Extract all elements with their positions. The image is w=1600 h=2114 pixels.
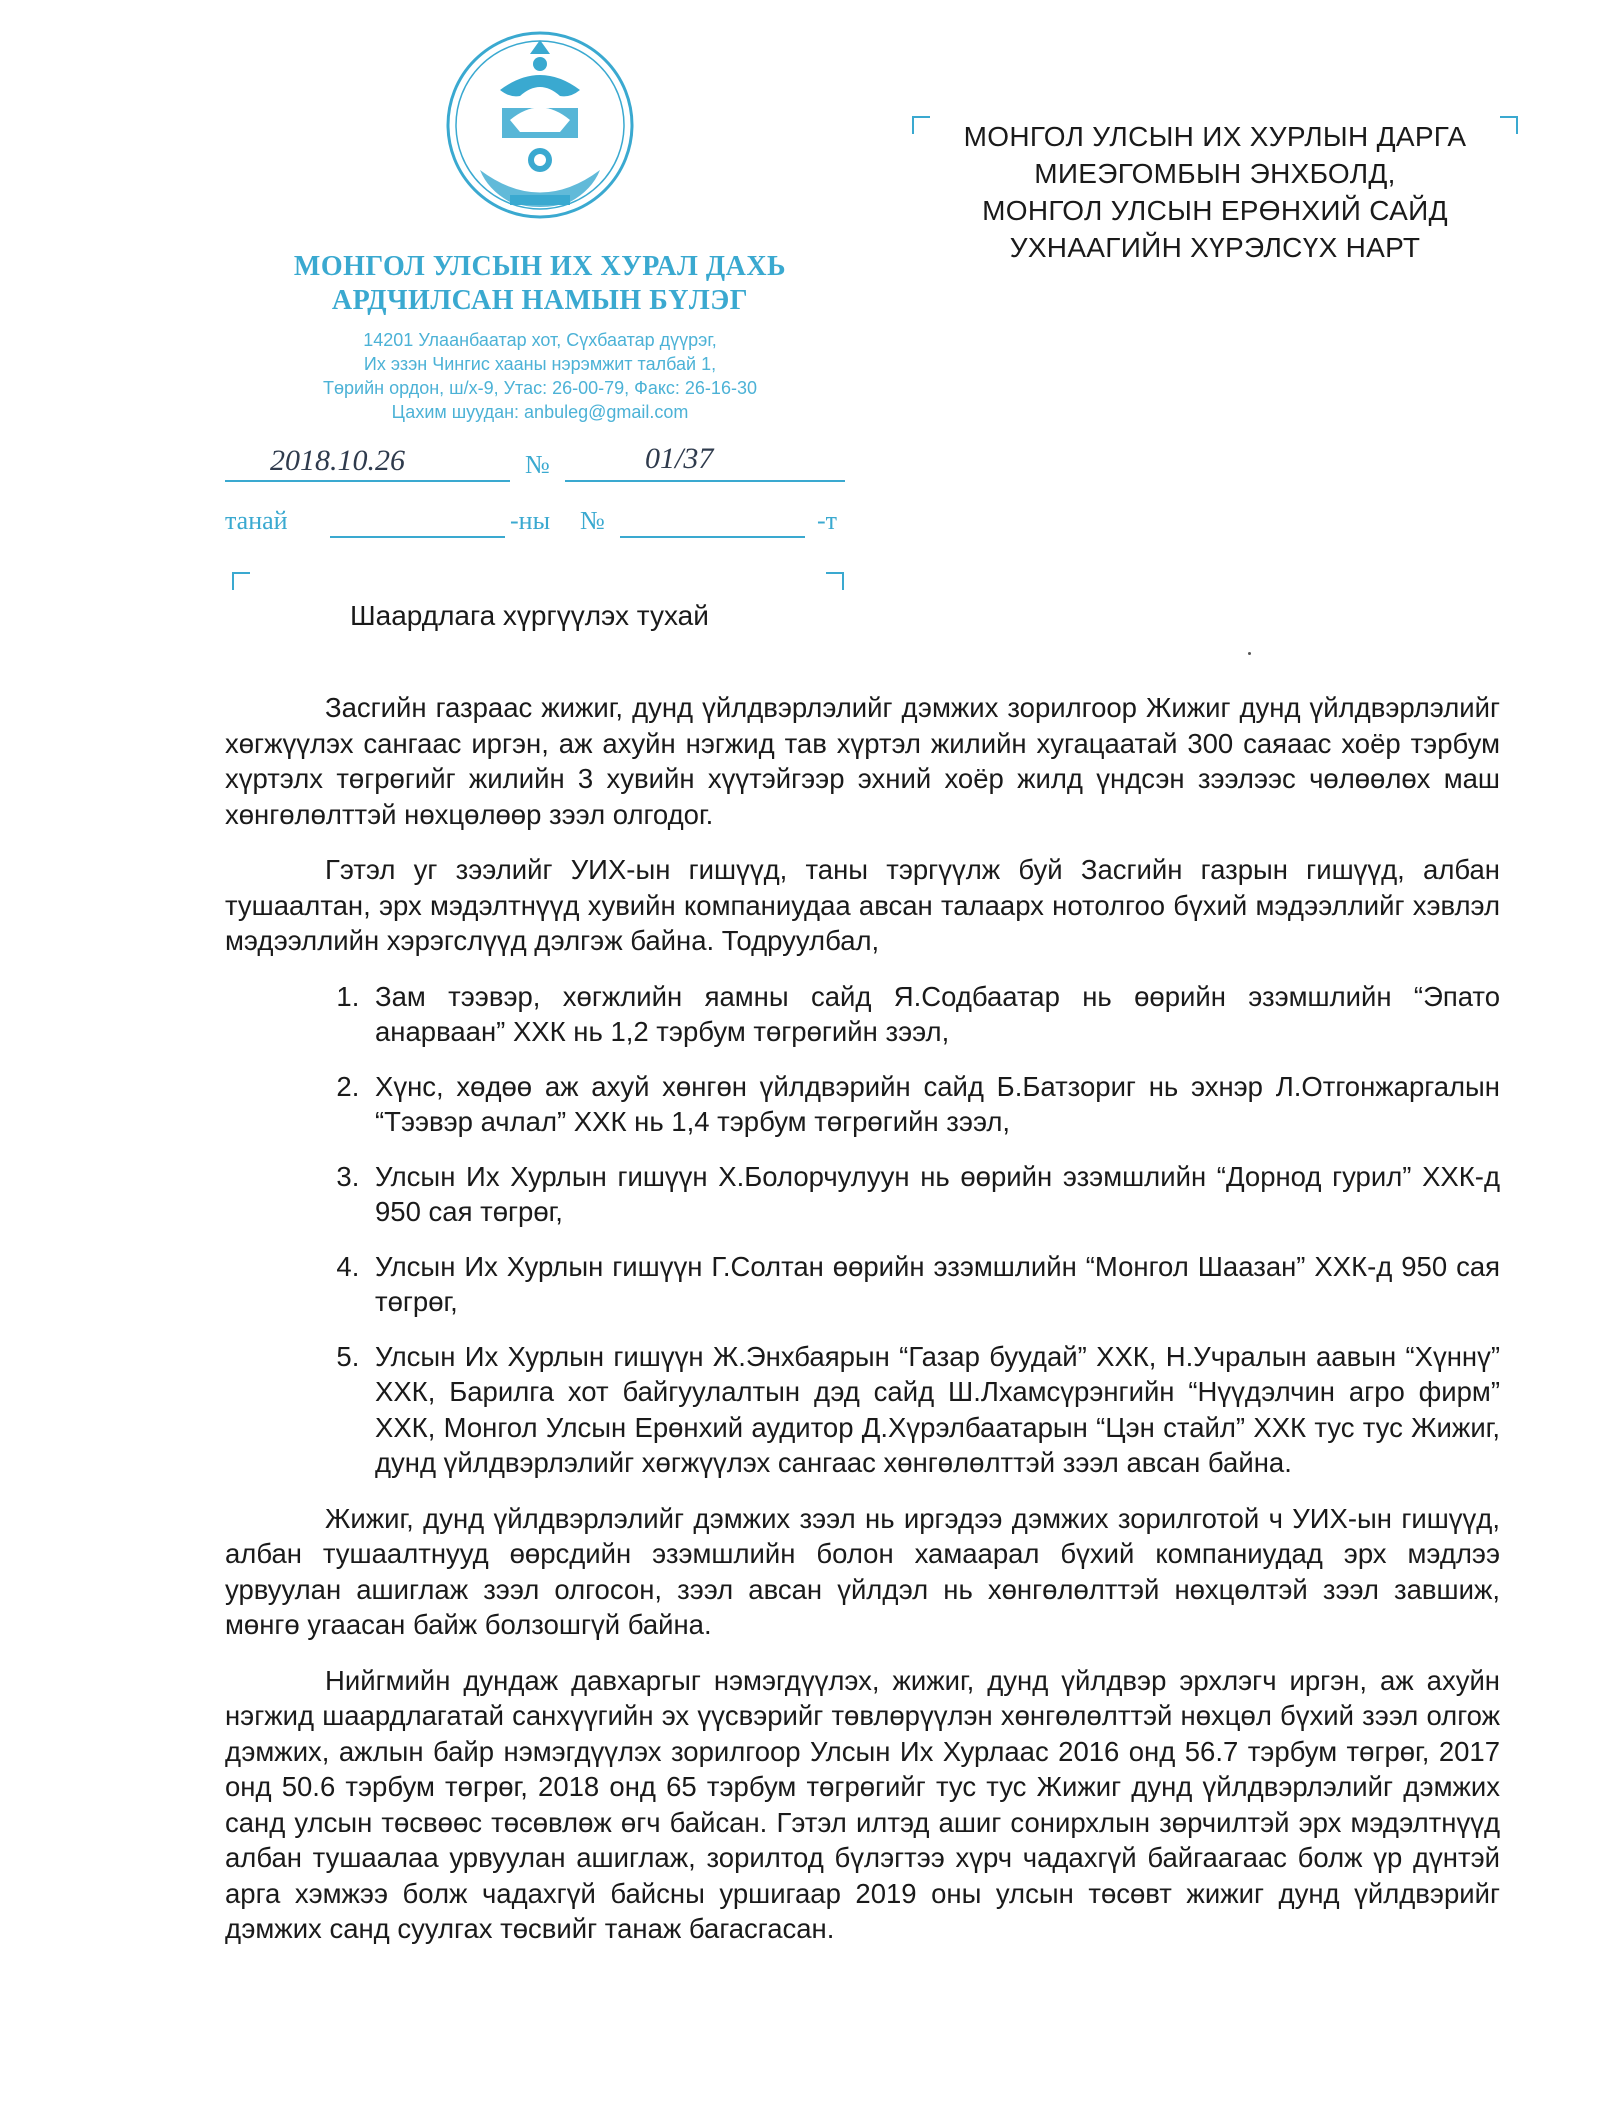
address-line: 14201 Улаанбаатар хот, Сүхбаатар дүүрэг,	[363, 330, 717, 350]
number-label: №	[525, 450, 550, 479]
reply-line	[225, 506, 845, 546]
address-line: Их эзэн Чингис хааны нэрэмжит талбай 1,	[363, 354, 717, 374]
letterhead	[230, 250, 850, 424]
reply-date-blank	[330, 536, 505, 538]
list-item: 4. Улсын Их Хурлын гишүүн Г.Солтан өөрийн эзэмшлийн “Монгол Шаазан” ХХК-д 950 сая төгрөг,	[367, 1249, 1500, 1320]
letter-body	[225, 690, 1500, 1967]
date-number-line	[225, 444, 845, 484]
body-paragraph: Нийгмийн дундаж давхаргыг нэмэгдүүлэх, жижиг, дунд үйлдвэр эрхлэгч иргэн, аж ахуйн нэгжид шаардлагатай санхүүгийн эх үүсвэрийг төвлөрүүлэн хөнгөлөлттэй нөхцөл бүхий зээл олгож дэмжих, ажлын байр нэмэгдүүлэх зорилгоор Улсын Их Хурлаас 2016 онд 56.7 тэрбум төгрөг, 2017 онд 50.6 тэрбум төгрөг, 2018 онд 65 тэрбум төгрөгийг тус тус Жижиг дунд үйлдвэрлэлийг дэмжих санд улсын төсвөөс төсөвлөж өгч байсан. Гэтэл илтэд ашиг сонирхлын зөрчилтэй эрх мэдэлтнүүд албан тушаалаа урвуулан ашиглаж, зорилтод бүлэгтээ хүрч чадахгүй байгаагаас болж үр дүнтэй арга хэмжээ болж чадахгүй байсны уршигаар 2019 оны улсын төсөвт жижиг дунд үйлдвэрийг дэмжих санд суулгах төсвийг танаж багасгасан.	[225, 1664, 1500, 1944]
address-line: Төрийн ордон, ш/х-9, Утас: 26-00-79, Факс: 26-16-30	[323, 378, 757, 398]
reply-num-label: №	[580, 506, 605, 535]
org-name-line2: АРДЧИЛСАН НАМЫН БҮЛЭГ	[331, 285, 749, 316]
body-paragraph: Засгийн газраас жижиг, дунд үйлдвэрлэлийг дэмжих зорилгоор Жижиг дунд үйлдвэрлэлийг хөгжүүлэх сангаас иргэн, аж ахуйн нэгжид тав хүртэл жилийн хугацаатай 300 саяаас хоёр тэрбум хүртэлх төгрөгийг жилийн 3 хувийн хүүтэйгээр эхний хоёр жилд үндсэн зээлээс чөлөөлөх маш хөнгөлөлттэй нөхцөлөөр зээл олгодог.	[225, 692, 1500, 830]
letter-number: 01/37	[645, 442, 714, 475]
recipient-line: МОНГОЛ УЛСЫН ЕРӨНХИЙ САЙД	[982, 195, 1448, 226]
recipient-line: МОНГОЛ УЛСЫН ИХ ХУРЛЫН ДАРГА	[963, 121, 1467, 152]
email-line: Цахим шуудан: anbuleg@gmail.com	[391, 402, 689, 422]
recipient-line: МИЕЭГОМБЫН ЭНХБОЛД,	[1034, 158, 1396, 189]
corner-mark	[232, 572, 250, 590]
corner-mark	[826, 572, 844, 590]
list-item: 1. Зам тээвэр, хөгжлийн яамны сайд Я.Содбаатар нь өөрийн эзэмшлийн “Эпато анарваан” ХХК нь 1,2 тэрбум төгрөгийн зээл,	[367, 979, 1500, 1050]
date-blank	[225, 480, 510, 482]
reply-prefix: танай	[225, 506, 288, 535]
recipient-line: УХНААГИЙН ХҮРЭЛСҮХ НАРТ	[1009, 232, 1421, 263]
scan-speck	[1248, 652, 1251, 655]
list-item: 2. Хүнс, хөдөө аж ахуй хөнгөн үйлдвэрийн сайд Б.Батзориг нь эхнэр Л.Отгонжаргалын “Тээвэр ачлал” ХХК нь 1,4 тэрбум төгрөгийн зээл,	[367, 1069, 1500, 1140]
letter-date: 2018.10.26	[270, 444, 405, 477]
state-emblem-icon	[440, 20, 640, 230]
recipient-block	[905, 118, 1525, 266]
reply-mid: -ны	[510, 506, 551, 535]
reply-suffix: -т	[817, 506, 838, 535]
body-paragraph: Жижиг, дунд үйлдвэрлэлийг дэмжих зээл нь иргэдээ дэмжих зорилготой ч УИХ-ын гишүүд, албан тушаалтнууд өөрсдийн эзэмшлийн болон хамаарал бүхий компаниудад эрх мэдлээ урвуулан ашиглаж зээл олгосон, зээл авсан үйлдэл нь хөнгөлөлттэй нөхцөлтэй зээл завшиж, мөнгө угаасан байж болзошгүй байна.	[225, 1502, 1500, 1640]
number-blank	[565, 480, 845, 482]
reply-num-blank	[620, 536, 805, 538]
list-item: 5. Улсын Их Хурлын гишүүн Ж.Энхбаярын “Газар буудай” ХХК, Н.Учралын аавын “Хүннү” ХХК, Барилга хот байгуулалтын дэд сайд Ш.Лхамсүрэнгийн “Нүүдэлчин агро фирм” ХХК, Монгол Улсын Ерөнхий аудитор Д.Хүрэлбаатарын “Цэн стайл” ХХК тус тус Жижиг, дунд үйлдвэрлэлийг хөгжүүлэх сангаас хөнгөлөлттэй зээл авсан байна.	[367, 1339, 1500, 1481]
list-item: 3. Улсын Их Хурлын гишүүн Х.Болорчулуун нь өөрийн эзэмшлийн “Дорнод гурил” ХХК-д 950 сая төгрөг,	[367, 1159, 1500, 1230]
loan-list	[225, 979, 1500, 1481]
org-name-line1: МОНГОЛ УЛСЫН ИХ ХУРАЛ ДАХЬ	[293, 251, 787, 282]
body-paragraph: Гэтэл уг зээлийг УИХ-ын гишүүд, таны тэргүүлж буй Засгийн газрын гишүүд, албан тушаалтан, эрх мэдэлтнүүд хувийн компаниудаа авсан талаарх нотолгоо бүхий мэдээллийг хэвлэл мэдээллийн хэрэгслүүд дэлгэж байна. Тодруулбал,	[225, 854, 1500, 956]
letter-subject: Шаардлага хүргүүлэх тухай	[350, 600, 709, 631]
